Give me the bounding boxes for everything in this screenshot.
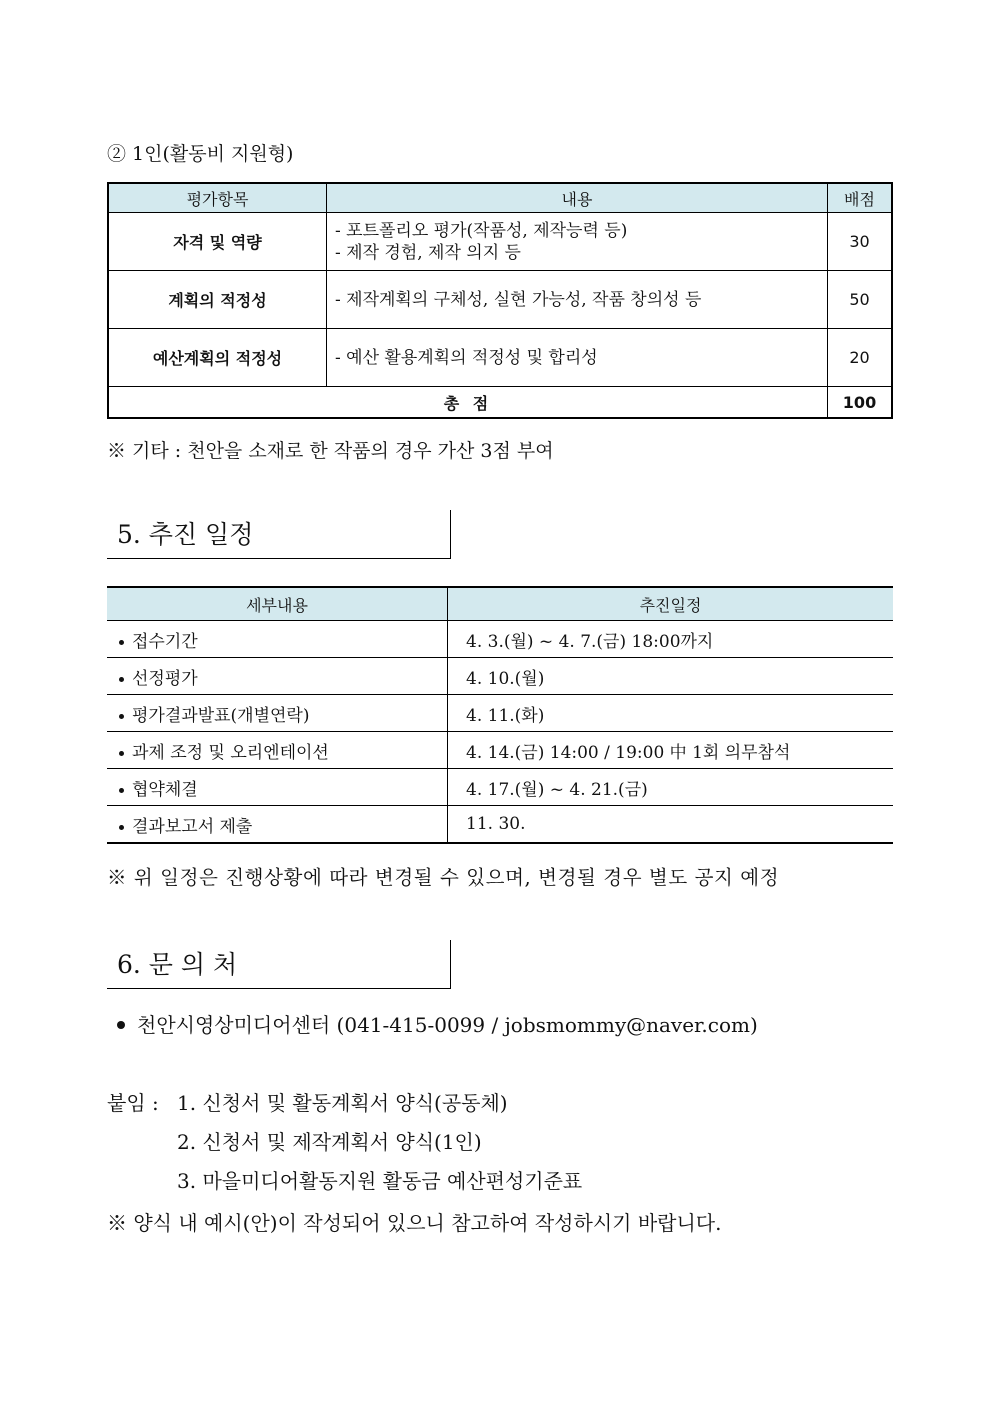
evaluation-table: [107, 182, 893, 419]
section-heading-text: 6. 문 의 처: [117, 950, 238, 979]
eval-content-line: - 제작 경험, 제작 의지 등: [335, 242, 521, 263]
total-label: 총 점: [108, 387, 828, 419]
table-row: [108, 329, 892, 387]
bullet-icon: [119, 640, 124, 645]
schedule-task: [107, 732, 448, 769]
total-row: [108, 387, 892, 419]
schedule-task-label: 결과보고서 제출: [132, 816, 253, 837]
schedule-task-label: 접수기간: [132, 631, 198, 652]
attachments-label: 붙임 :: [107, 1091, 159, 1115]
section-heading-text: 5. 추진 일정: [117, 520, 254, 549]
header-cell-item: 평가항목: [108, 183, 327, 213]
schedule-date: 4. 17.(월) ~ 4. 21.(금): [448, 769, 894, 806]
contact-text: 천안시영상미디어센터 (041-415-0099 / jobsmommy@naver.com): [137, 1013, 758, 1037]
table-row: [107, 658, 893, 695]
attachment-item: 3. 마을미디어활동지원 활동금 예산편성기준표: [177, 1169, 583, 1193]
eval-score: 30: [828, 213, 893, 271]
eval-subtitle: ② 1인(활동비 지원형): [107, 143, 294, 165]
bullet-icon: [119, 751, 124, 756]
table-row: [107, 695, 893, 732]
eval-score: 50: [828, 271, 893, 329]
schedule-date: 4. 10.(월): [448, 658, 894, 695]
header-cell-task: 세부내용: [107, 587, 448, 621]
table-row: [108, 213, 892, 271]
schedule-note: ※ 위 일정은 진행상황에 따라 변경될 수 있으며, 변경될 경우 별도 공지 예정: [107, 866, 780, 889]
section-heading-schedule: [107, 510, 451, 559]
section-heading-contact: [107, 940, 451, 989]
eval-content: [327, 271, 828, 329]
header-cell-content: 내용: [327, 183, 828, 213]
eval-content: [327, 213, 828, 271]
schedule-task: [107, 695, 448, 732]
table-row: [108, 271, 892, 329]
bullet-icon: [119, 788, 124, 793]
schedule-date: 11. 30.: [466, 814, 526, 834]
attachments-note: ※ 양식 내 예시(안)이 작성되어 있으니 참고하여 작성하시기 바랍니다.: [107, 1211, 722, 1235]
schedule-table: [107, 586, 893, 844]
schedule-date: 4. 3.(월) ~ 4. 7.(금) 18:00까지: [448, 621, 894, 658]
eval-item: 자격 및 역량: [108, 213, 327, 271]
eval-score: 20: [828, 329, 893, 387]
header-cell-date: 추진일정: [448, 587, 894, 621]
schedule-task-label: 선정평가: [132, 668, 198, 689]
eval-content-line: - 제작계획의 구체성, 실현 가능성, 작품 창의성 등: [335, 289, 702, 310]
schedule-task: [107, 769, 448, 806]
table-header-row: [108, 183, 892, 213]
schedule-date: 4. 11.(화): [448, 695, 894, 732]
eval-item: 예산계획의 적정성: [108, 329, 327, 387]
schedule-task: [107, 806, 448, 844]
schedule-task-label: 평가결과발표(개별연락): [132, 705, 310, 726]
schedule-task-label: 과제 조정 및 오리엔테이션: [132, 742, 329, 763]
table-row: [107, 806, 893, 844]
eval-content-line: - 예산 활용계획의 적정성 및 합리성: [335, 347, 598, 368]
eval-content-line: - 포트폴리오 평가(작품성, 제작능력 등): [335, 220, 628, 241]
bullet-icon: [119, 677, 124, 682]
eval-note: ※ 기타 : 천안을 소재로 한 작품의 경우 가산 3점 부여: [107, 440, 554, 462]
bullet-icon: [119, 825, 124, 830]
eval-item: 계획의 적정성: [108, 271, 327, 329]
schedule-task: [107, 658, 448, 695]
table-row: [107, 769, 893, 806]
bullet-icon: [119, 714, 124, 719]
header-cell-score: 배점: [828, 183, 893, 213]
table-row: [107, 621, 893, 658]
schedule-date: 4. 14.(금) 14:00 / 19:00 中 1회 의무참석: [448, 732, 894, 769]
eval-content: [327, 329, 828, 387]
attachment-item: 1. 신청서 및 활동계획서 양식(공동체): [177, 1091, 508, 1115]
table-row: [107, 732, 893, 769]
bullet-icon: [117, 1021, 125, 1029]
table-header-row: [107, 587, 893, 621]
schedule-task: [107, 621, 448, 658]
contact-line: [117, 1009, 758, 1038]
attachment-item: 2. 신청서 및 제작계획서 양식(1인): [177, 1130, 482, 1154]
schedule-task-label: 협약체결: [132, 779, 198, 800]
total-score: 100: [828, 387, 893, 419]
